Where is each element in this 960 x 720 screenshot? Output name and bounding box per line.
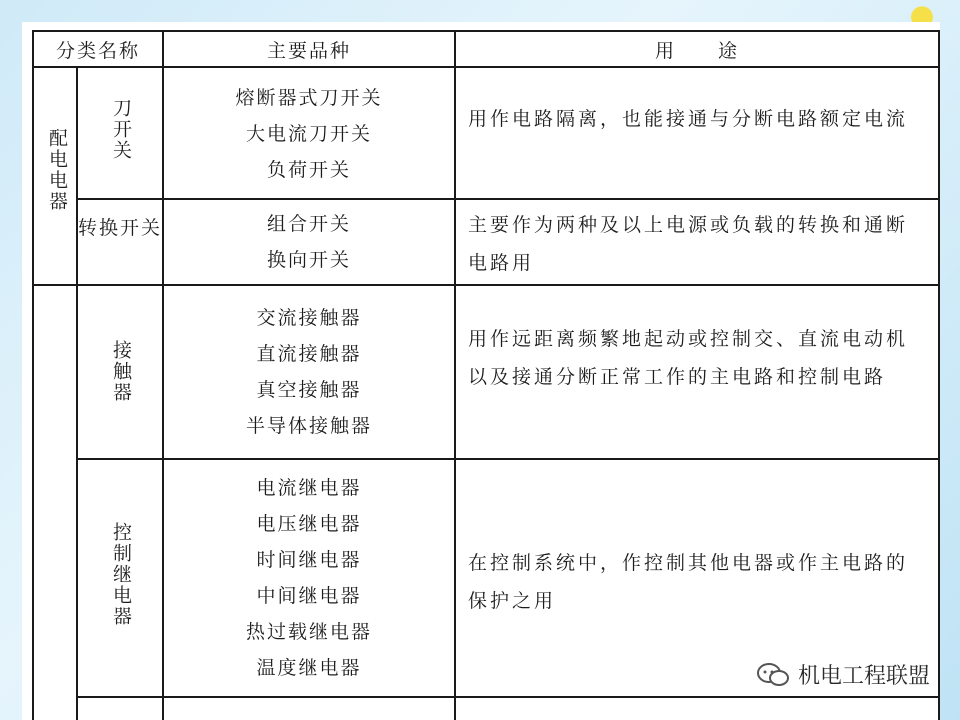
subcategory-transfer-switch: 转换开关 [78,217,163,239]
usage-knife-switch: 用作电路隔离，也能接通与分断电路额定电流 [468,108,909,130]
list-item: 直流接触器 [256,343,362,365]
list-item: 时间继电器 [256,549,362,571]
header-category: 分类名称 [55,40,140,62]
watermark [756,659,930,690]
wechat-icon [756,662,790,688]
list-item: 电压继电器 [256,513,362,535]
list-item: 半导体接触器 [245,415,372,437]
subcategory-contactor: 接触器 [110,340,132,403]
list-item: 真空接触器 [256,379,362,401]
usage-control-relay: 在控制系统中，作控制其他电器或作主电路的保护之用 [468,552,909,612]
list-item: 熔断器式刀开关 [235,87,383,109]
header-main-types: 主要品种 [266,40,351,62]
items-contactor [164,300,454,444]
list-item: 中间继电器 [256,585,362,607]
usage-transfer-switch: 主要作为两种及以上电源或负载的转换和通断电路用 [468,214,909,274]
list-item: 换向开关 [266,249,351,271]
watermark-text: 机电工程联盟 [797,664,930,689]
items-control-relay [164,470,454,686]
list-item: 热过载继电器 [245,621,372,643]
subcategory-knife-switch: 刀开关 [110,98,132,161]
items-knife-switch [164,80,454,188]
document-page [22,22,940,720]
usage-contactor: 用作远距离频繁地起动或控制交、直流电动机以及接通分断正常工作的主电路和控制电路 [468,328,909,388]
subcategory-control-relay: 控制继电器 [110,522,132,627]
header-usage: 用 途 [654,40,739,62]
list-item: 交流接触器 [256,307,362,329]
items-transfer-switch [164,206,454,278]
list-item: 负荷开关 [266,159,351,181]
list-item: 温度继电器 [256,657,362,679]
list-item: 电流继电器 [256,477,362,499]
list-item: 大电流刀开关 [245,123,372,145]
group-distribution-label: 配电电器 [46,128,68,212]
list-item: 组合开关 [266,213,351,235]
